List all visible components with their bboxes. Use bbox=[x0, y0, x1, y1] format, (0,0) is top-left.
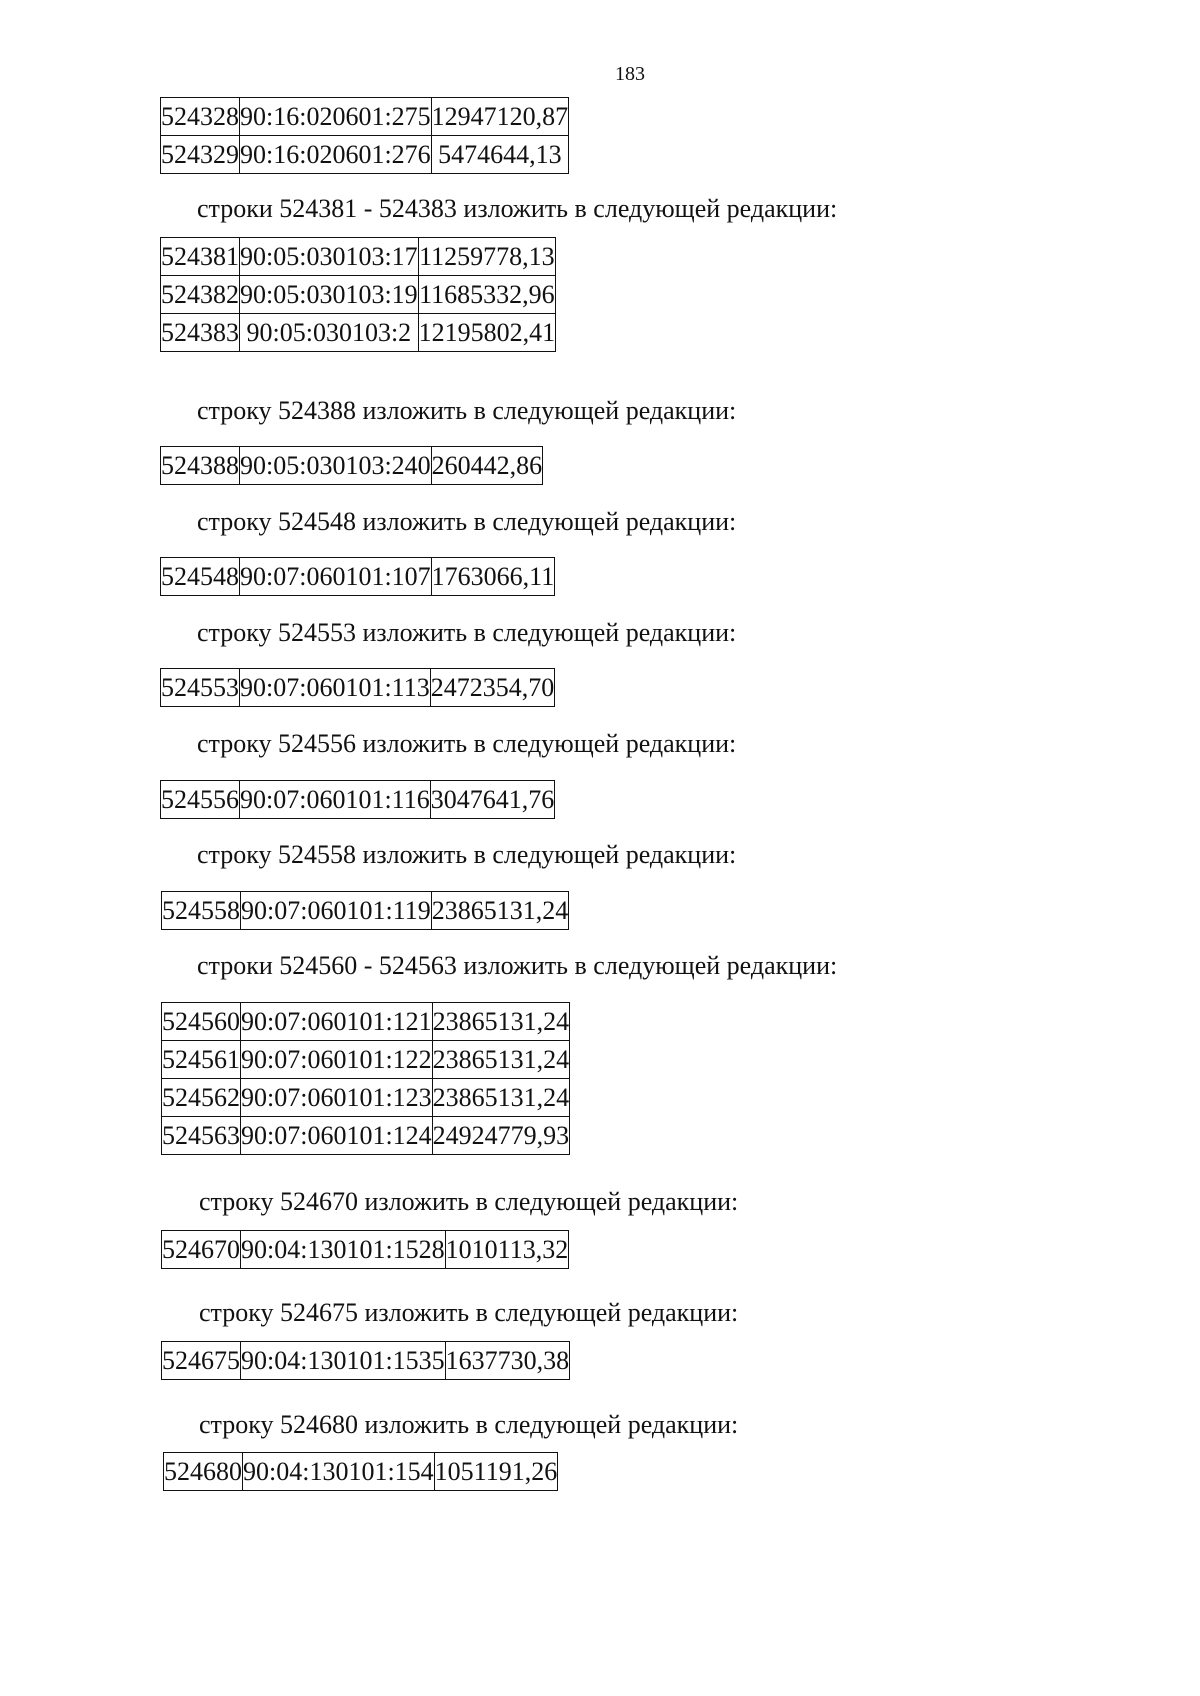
data-table bbox=[163, 1452, 558, 1491]
value-cell: 1051191,26 bbox=[434, 1453, 558, 1491]
table-row bbox=[162, 1003, 570, 1041]
value-cell: 23865131,24 bbox=[432, 1041, 570, 1079]
table-row bbox=[161, 447, 543, 485]
data-table bbox=[161, 1002, 570, 1155]
value-cell: 12195802,41 bbox=[418, 314, 556, 352]
amendment-caption: строку 524553 изложить в следующей редакции: bbox=[197, 618, 737, 647]
data-table bbox=[160, 237, 556, 352]
row-number-cell: 524675 bbox=[162, 1342, 241, 1380]
row-number-cell: 524553 bbox=[161, 669, 240, 707]
table-row bbox=[161, 136, 569, 174]
cadastral-number-cell: 90:04:130101:1528 bbox=[241, 1231, 446, 1269]
value-cell: 23865131,24 bbox=[432, 1003, 570, 1041]
row-number-cell: 524561 bbox=[162, 1041, 241, 1079]
row-number-cell: 524388 bbox=[161, 447, 240, 485]
value-cell: 1637730,38 bbox=[445, 1342, 570, 1380]
value-cell: 1010113,32 bbox=[445, 1231, 569, 1269]
cadastral-number-cell: 90:04:130101:1535 bbox=[241, 1342, 446, 1380]
table-row bbox=[162, 1342, 570, 1380]
data-table bbox=[160, 780, 555, 819]
amendment-caption: строку 524556 изложить в следующей редакции: bbox=[197, 729, 737, 758]
table-row bbox=[161, 558, 555, 596]
cadastral-number-cell: 90:07:060101:119 bbox=[241, 892, 432, 930]
cadastral-number-cell: 90:04:130101:154 bbox=[243, 1453, 435, 1491]
value-cell: 23865131,24 bbox=[431, 892, 569, 930]
table-row bbox=[162, 1117, 570, 1155]
data-table bbox=[160, 97, 569, 174]
amendment-caption: строку 524675 изложить в следующей редакции: bbox=[199, 1298, 739, 1327]
row-number-cell: 524558 bbox=[162, 892, 241, 930]
value-cell: 11259778,13 bbox=[418, 238, 556, 276]
data-table bbox=[160, 446, 543, 485]
value-cell: 11685332,96 bbox=[418, 276, 556, 314]
row-number-cell: 524562 bbox=[162, 1079, 241, 1117]
table-row bbox=[164, 1453, 558, 1491]
row-number-cell: 524329 bbox=[161, 136, 240, 174]
row-number-cell: 524680 bbox=[164, 1453, 243, 1491]
amendment-caption: строку 524680 изложить в следующей редакции: bbox=[199, 1410, 739, 1439]
table-row bbox=[162, 1041, 570, 1079]
row-number-cell: 524556 bbox=[161, 781, 240, 819]
table-row bbox=[161, 669, 555, 707]
cadastral-number-cell: 90:05:030103:19 bbox=[240, 276, 419, 314]
amendment-caption: строки 524560 - 524563 изложить в следующей редакции: bbox=[197, 951, 838, 980]
amendment-caption: строку 524670 изложить в следующей редакции: bbox=[199, 1187, 739, 1216]
cadastral-number-cell: 90:07:060101:121 bbox=[241, 1003, 433, 1041]
row-number-cell: 524328 bbox=[161, 98, 240, 136]
row-number-cell: 524383 bbox=[161, 314, 240, 352]
table-row bbox=[162, 892, 569, 930]
cadastral-number-cell: 90:07:060101:122 bbox=[241, 1041, 433, 1079]
table-row bbox=[162, 1079, 570, 1117]
data-table bbox=[161, 891, 569, 930]
cadastral-number-cell: 90:07:060101:123 bbox=[241, 1079, 433, 1117]
value-cell: 5474644,13 bbox=[431, 136, 569, 174]
row-number-cell: 524381 bbox=[161, 238, 240, 276]
data-table bbox=[161, 1230, 569, 1269]
amendment-caption: строку 524548 изложить в следующей редакции: bbox=[197, 507, 737, 536]
table-row bbox=[161, 314, 556, 352]
cadastral-number-cell: 90:05:030103:240 bbox=[240, 447, 432, 485]
value-cell: 23865131,24 bbox=[432, 1079, 570, 1117]
data-table bbox=[160, 668, 555, 707]
data-table bbox=[160, 557, 555, 596]
amendment-caption: строку 524558 изложить в следующей редакции: bbox=[197, 840, 737, 869]
row-number-cell: 524382 bbox=[161, 276, 240, 314]
amendment-caption: строку 524388 изложить в следующей редакции: bbox=[197, 396, 737, 425]
cadastral-number-cell: 90:16:020601:275 bbox=[240, 98, 432, 136]
amendment-caption: строки 524381 - 524383 изложить в следующей редакции: bbox=[197, 194, 838, 223]
value-cell: 260442,86 bbox=[431, 447, 543, 485]
table-row bbox=[161, 98, 569, 136]
cadastral-number-cell: 90:07:060101:124 bbox=[241, 1117, 433, 1155]
value-cell: 12947120,87 bbox=[431, 98, 569, 136]
cadastral-number-cell: 90:07:060101:113 bbox=[240, 669, 431, 707]
table-row bbox=[162, 1231, 569, 1269]
row-number-cell: 524548 bbox=[161, 558, 240, 596]
cadastral-number-cell: 90:16:020601:276 bbox=[240, 136, 432, 174]
cadastral-number-cell: 90:05:030103:17 bbox=[240, 238, 419, 276]
page-number: 183 bbox=[615, 63, 645, 85]
table-row bbox=[161, 238, 556, 276]
table-row bbox=[161, 276, 556, 314]
table-row bbox=[161, 781, 555, 819]
data-table bbox=[161, 1341, 570, 1380]
cadastral-number-cell: 90:05:030103:2 bbox=[240, 314, 419, 352]
value-cell: 1763066,11 bbox=[431, 558, 555, 596]
row-number-cell: 524560 bbox=[162, 1003, 241, 1041]
cadastral-number-cell: 90:07:060101:116 bbox=[240, 781, 431, 819]
row-number-cell: 524563 bbox=[162, 1117, 241, 1155]
row-number-cell: 524670 bbox=[162, 1231, 241, 1269]
value-cell: 3047641,76 bbox=[430, 781, 555, 819]
value-cell: 24924779,93 bbox=[432, 1117, 570, 1155]
cadastral-number-cell: 90:07:060101:107 bbox=[240, 558, 432, 596]
value-cell: 2472354,70 bbox=[430, 669, 555, 707]
